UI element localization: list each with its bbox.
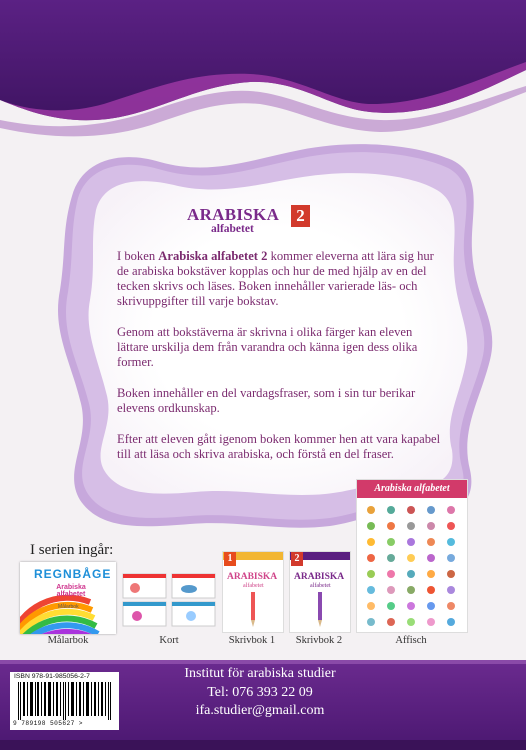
series-item-skrivbok-1 — [222, 551, 284, 633]
book-number-badge: 2 — [291, 205, 310, 227]
pencil-icon — [248, 592, 258, 628]
series-heading: I serien ingår: — [30, 542, 114, 558]
pencil-icon — [315, 592, 325, 628]
publisher-phone: Tel: 076 393 22 09 — [207, 685, 313, 700]
book-subtitle: alfabetet — [211, 223, 254, 235]
malarbok-cover-sub: Arabiska alfabetet — [56, 584, 86, 598]
skrivbok-1-sub: alfabetet — [243, 583, 264, 589]
description-paragraph-2: Genom att bokstäverna är skrivna i olika färger kan eleven lättare urskilja dem från varandra och känna igen dess olika former. — [117, 325, 418, 369]
skrivbok-1-title: ARABISKA — [227, 572, 278, 582]
book-title-block — [187, 205, 317, 235]
malarbok-cover-title: REGNBÅGE — [34, 567, 112, 581]
series-item-affisch — [356, 479, 468, 633]
series-label-malarbok: Målarbok — [47, 635, 89, 646]
series-item-kort — [121, 572, 217, 628]
description-paragraph-1: I boken Arabiska alfabetet 2 kommer eleverna att lära sig hur de arabiska bokstäver kopplas och hur de med hjälp av en del tecken skrivs och läses. Boken innehåller varierade läs- och skrivuppgifter till varje bokstav. — [117, 249, 434, 308]
alphabet-grid-art — [361, 502, 463, 628]
description-paragraph-3: Boken innehåller en del vardagsfraser, som i sin tur berikar elevens ordkunskap. — [117, 386, 416, 415]
isbn-barcode — [10, 672, 119, 730]
skrivbok-2-number: 2 — [291, 552, 303, 566]
book-title: ARABISKA — [187, 205, 280, 224]
affisch-title: Arabiska alfabetet — [374, 483, 450, 494]
series-label-skrivbok-2: Skrivbok 2 — [295, 635, 343, 646]
skrivbok-1-number: 1 — [224, 552, 236, 566]
barcode-icon — [18, 682, 114, 720]
skrivbok-2-title: ARABISKA — [294, 572, 345, 582]
cards-art — [121, 572, 217, 628]
footer-stripe — [0, 660, 526, 664]
skrivbok-2-sub: alfabetet — [310, 583, 331, 589]
publisher-name: Institut för arabiska studier — [184, 666, 336, 681]
series-label-affisch: Affisch — [395, 635, 427, 646]
description — [117, 249, 442, 478]
description-paragraph-4: Efter att eleven gått igenom boken kommer hen att vara kapabel till att läsa och skriva arabiska, och förstå en del fraser. — [117, 432, 441, 461]
series-label-skrivbok-1: Skrivbok 1 — [228, 635, 276, 646]
series-item-malarbok — [20, 562, 116, 634]
bottom-stripe — [0, 740, 526, 750]
isbn-digits: 9 789198 505627 > — [13, 720, 83, 727]
publisher-email: ifa.studier@gmail.com — [195, 703, 325, 718]
isbn-text: ISBN 978-91-985056-2-7 — [14, 673, 90, 680]
series-label-kort: Kort — [159, 635, 179, 646]
malarbok-cover-small: Målarbok — [58, 604, 79, 610]
series-item-skrivbok-2 — [289, 551, 351, 633]
